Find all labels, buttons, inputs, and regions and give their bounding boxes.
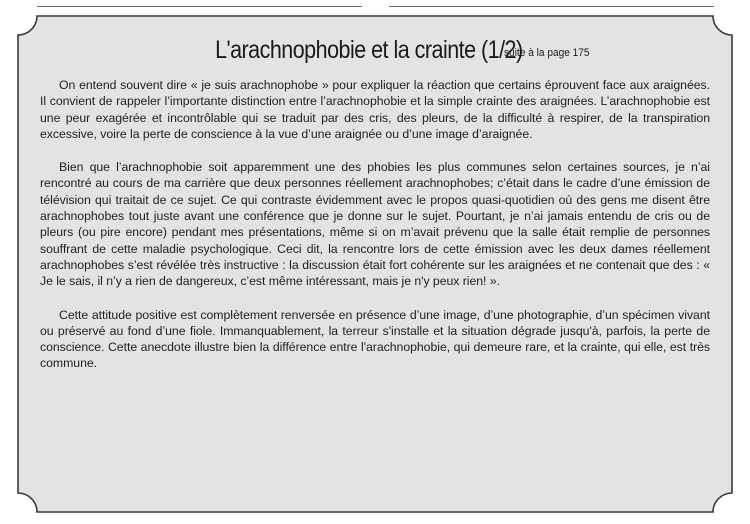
paragraph-1: On entend souvent dire « je suis arachnophobe » pour expliquer la réaction que certains éprouvent face aux araignées. Il convient de rappeler l’importante distinction entre l’arachnophobie et la simple crainte des araignées. L’arachnophobie est une peur exagérée et incontrôlable qui se traduit par des cris, des pleurs, de la difficulté à respirer, de la transpiration excessive, voire la perte de conscience à la vue d’une araignée ou d’une image d’araignée.	[40, 78, 710, 141]
title-row	[40, 36, 710, 65]
paragraph-2: Bien que l’arachnophobie soit apparemment une des phobies les plus communes selon certaines sources, je n’ai rencontré au cours de ma carrière que deux personnes réellement arachnophobes; c’était dans le cadre d’une émission de télévision qui traitait de ce sujet. Ce qui contraste évidemment avec le propos quasi-quotidien où des gens me disent être arachnophobes tout juste avant une conférence que je donne sur le sujet. Pourtant, je n’ai jamais entendu de cris ou de pleurs (ou pire encore) pendant mes présentations, même si on m’avait prévenu que la salle était remplie de personnes souffrant de cette maladie psychologique. Ceci dit, la rencontre lors de cette émission avec les deux dames réellement arachnophobes s’est révélée très instructive : la discussion était fort cohérente sur les araignées et ne contenait que des : « Je le sais, il n’y a rien de dangereux, c’est même intéressant, mais je n'y peux rien! ».	[40, 160, 710, 289]
article-title: L'arachnophobie et la crainte (1/2)	[215, 36, 524, 64]
article-panel	[40, 36, 710, 506]
continuation-note: suite à la page 175	[503, 47, 590, 59]
paragraph-3: Cette attitude positive est complètement renversée en présence d’une image, d’une photographie, d’un spécimen vivant ou préservé au fond d’une fiole. Immanquablement, la terreur s'installe et la situation dégrade jusqu'à, parfois, la perte de conscience. Cette anecdote illustre bien la différence entre l'arachnophobie, qui demeure rare, et la crainte, qui elle, est très commune.	[40, 307, 710, 371]
